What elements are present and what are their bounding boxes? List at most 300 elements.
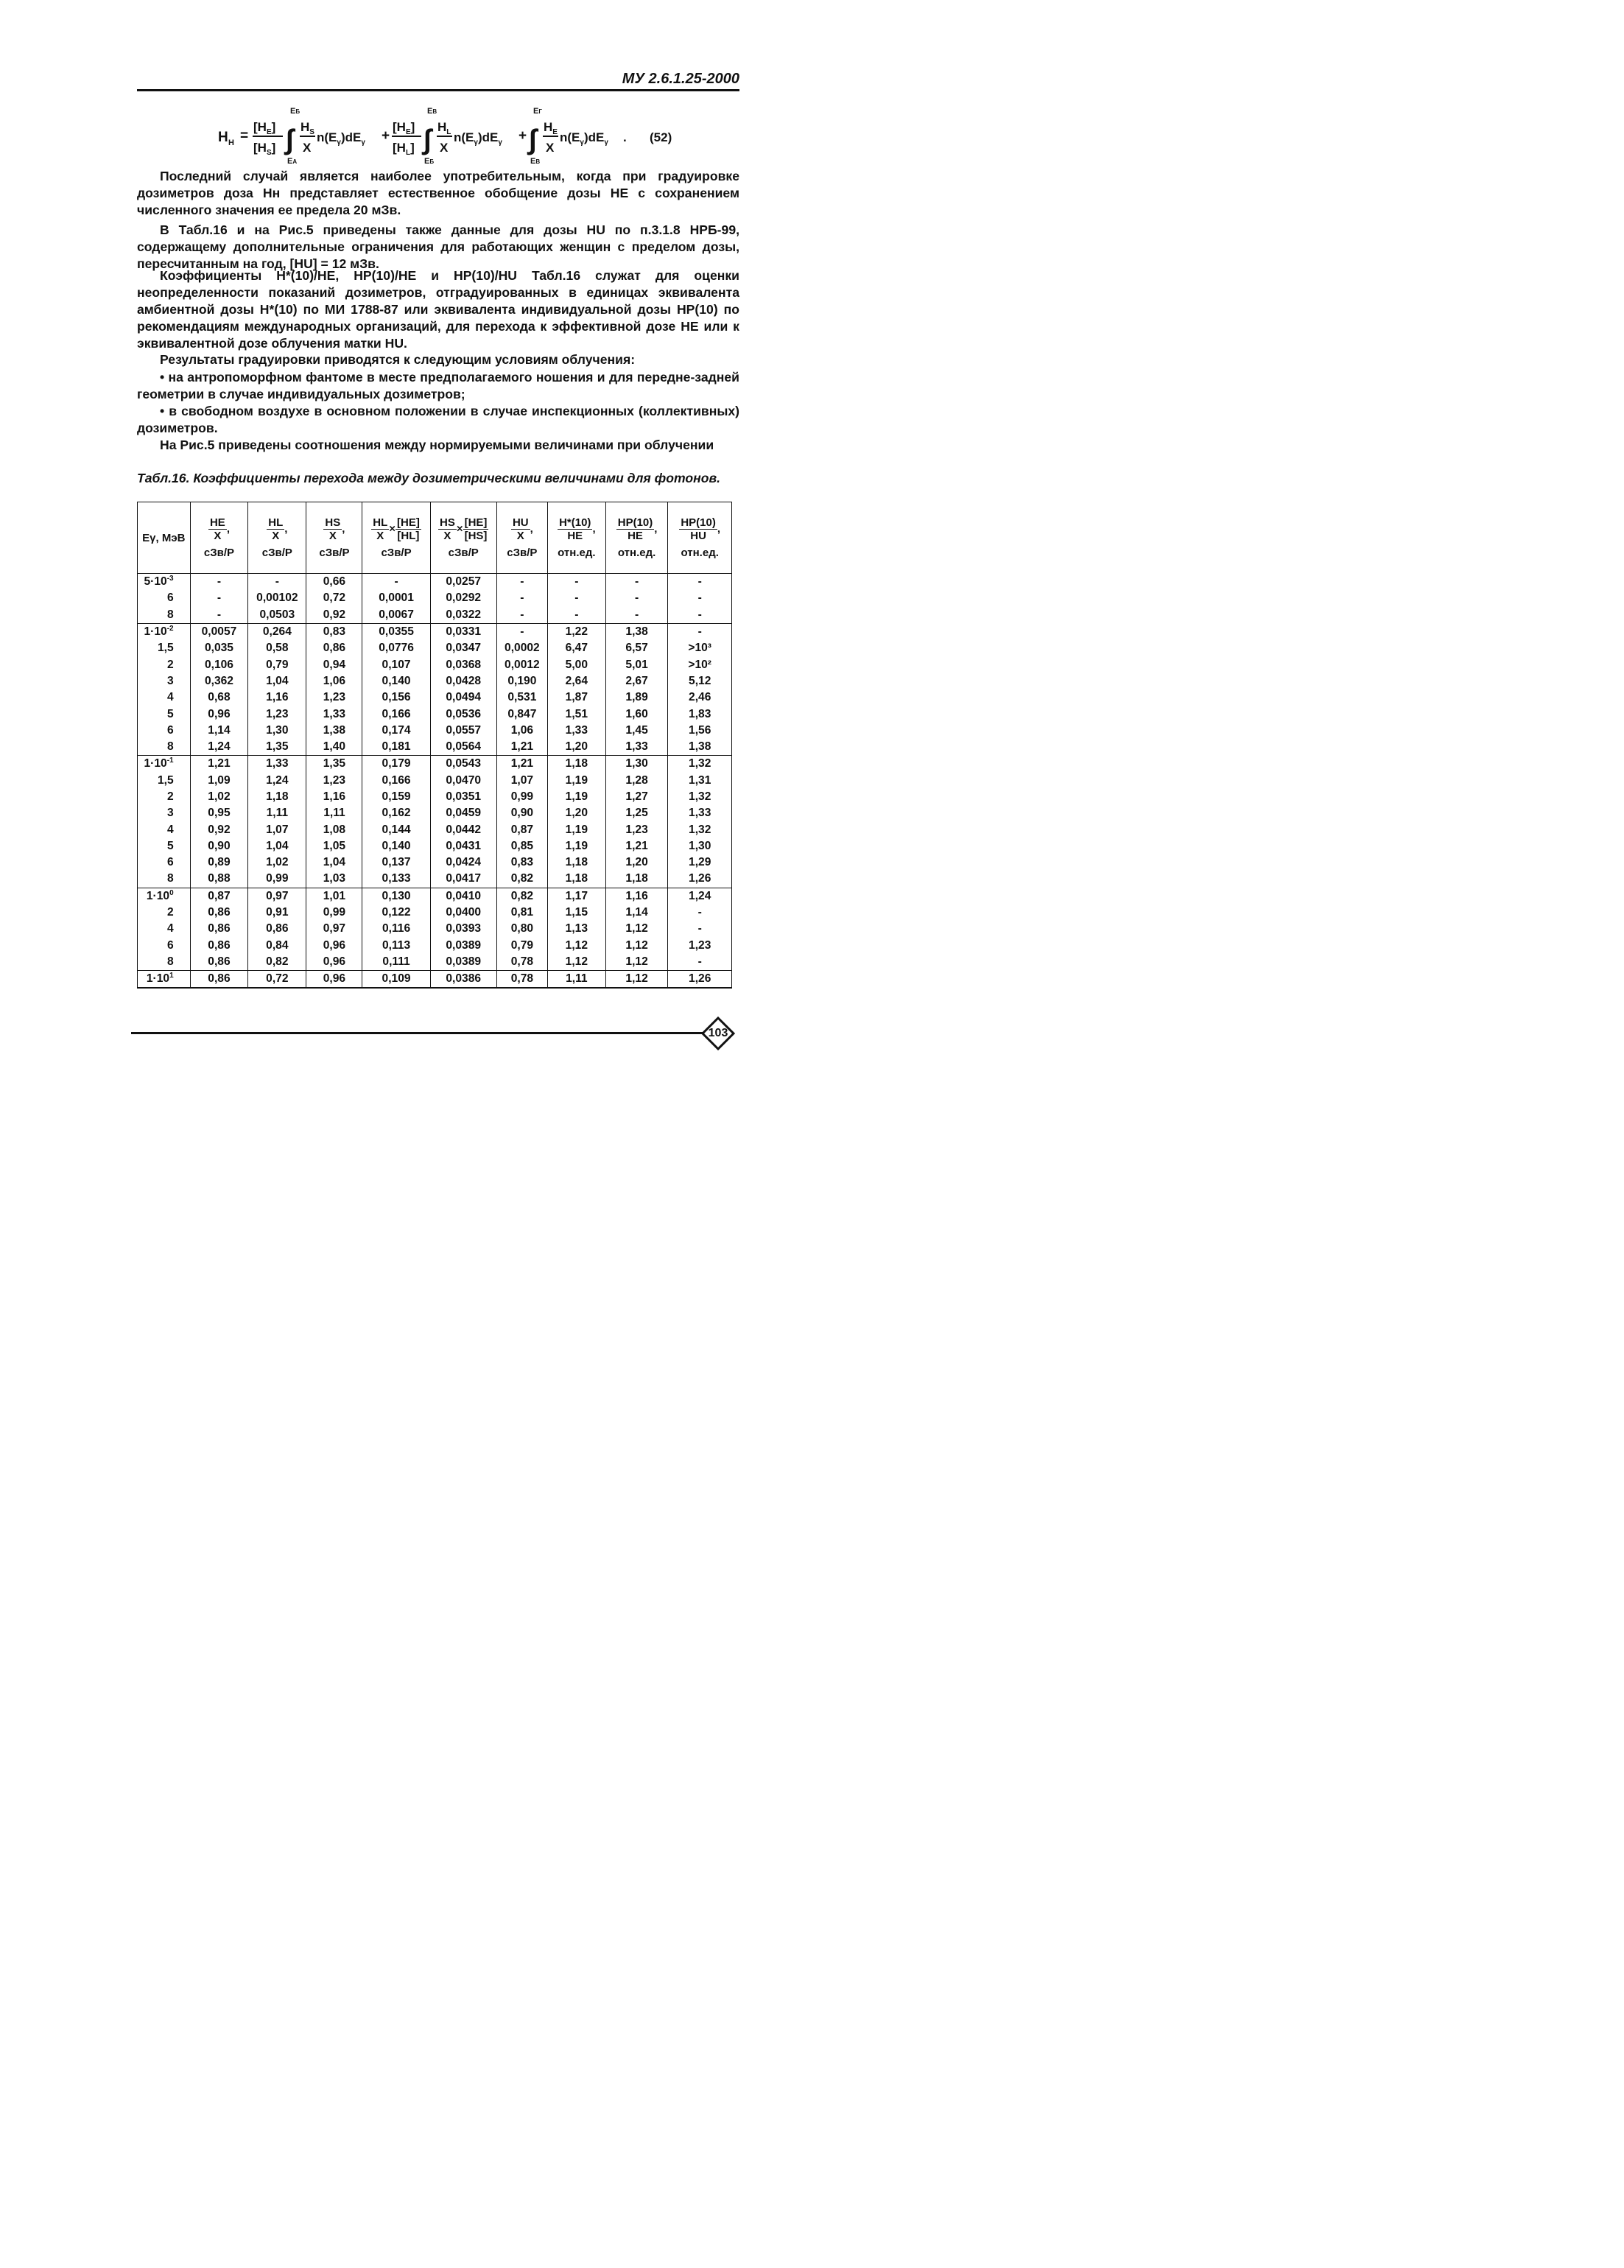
svg-text:.: . (623, 130, 627, 144)
svg-text:∫: ∫ (529, 124, 537, 155)
svg-text:EB: EB (530, 157, 541, 166)
value-cell: 1,60 (605, 706, 668, 722)
formula-number: (52) (650, 130, 672, 144)
value-cell: 1,19 (547, 838, 605, 854)
value-cell: 0,88 (190, 871, 248, 888)
value-cell: 0,159 (362, 789, 430, 805)
value-cell: 1,33 (306, 706, 362, 722)
value-cell: 0,97 (306, 921, 362, 937)
value-cell: 0,0386 (430, 971, 496, 989)
table-row (138, 607, 732, 624)
energy-cell: 2 (138, 905, 191, 921)
svg-text:[HE]: $[H_E]$ (253, 120, 276, 136)
energy-cell: 6 (138, 854, 191, 871)
paragraph-3: Коэффициенты H*(10)/HE, HP(10)/HE и HP(10)/HU Табл.16 служат для оценки неопределенности показаний дозиметров, отградуированных в единицах эквивалента амбиентной дозы H*(10) по МИ 1788-87 или эквивалента индивидуальной дозы HP(10) по рекомендациям международных организаций, для перехода к эффективной дозе HE или к эквивалентной дозе облучения матки HU. (137, 268, 739, 351)
value-cell: 1,09 (190, 773, 248, 789)
value-cell: 0,0417 (430, 871, 496, 888)
value-cell: 1,24 (190, 739, 248, 756)
t1-lo: E (287, 157, 293, 166)
value-cell: 0,0400 (430, 905, 496, 921)
value-cell: 1,12 (605, 921, 668, 937)
value-cell: 0,0257 (430, 574, 496, 591)
value-cell: 1,19 (547, 789, 605, 805)
value-cell: - (605, 574, 668, 591)
paragraph-1: Последний случай является наиболее употребительным, когда при градуировке дозиметров доза Hн представляет естественное обобщение дозы HE с сохранением численного значения ее предела 20 мЗв. (137, 169, 739, 217)
table-header-row (138, 502, 732, 574)
value-cell: 0,87 (496, 821, 547, 838)
value-cell: 1,33 (547, 723, 605, 739)
value-cell: 1,38 (306, 723, 362, 739)
svg-text:EA: EA (287, 157, 298, 166)
value-cell: 0,83 (306, 623, 362, 640)
value-cell: 0,79 (496, 938, 547, 954)
value-cell: - (668, 590, 732, 606)
value-cell: 0,86 (248, 921, 306, 937)
value-cell: 1,27 (605, 789, 668, 805)
svg-text:[HE]: $[H_E]$ (393, 120, 415, 136)
value-cell: 0,264 (248, 623, 306, 640)
svg-text:n(Eγ)dEγ: $n(E_\gamma)dE_\gamma$ (454, 130, 502, 147)
value-cell: 0,130 (362, 888, 430, 905)
energy-cell: 5 (138, 838, 191, 854)
value-cell: - (496, 590, 547, 606)
value-cell: 1,40 (306, 739, 362, 756)
energy-cell: $1\cdot 10^1$ (138, 971, 191, 989)
value-cell: 0,90 (496, 805, 547, 821)
col-header-hp-he: $\frac{HP(10)}{HE}$ , отн.ед. (605, 502, 668, 574)
value-cell: - (605, 607, 668, 624)
value-cell: 1,21 (605, 838, 668, 854)
value-cell: 1,87 (547, 689, 605, 706)
col-header-energy: Eγ, МэВ (138, 502, 191, 574)
value-cell: 0,0410 (430, 888, 496, 905)
energy-cell: $1\cdot 10^0$ (138, 888, 191, 905)
value-cell: 0,83 (496, 854, 547, 871)
document-code: МУ 2.6.1.25-2000 (622, 71, 739, 87)
value-cell: 1,30 (605, 756, 668, 773)
value-cell: 1,89 (605, 689, 668, 706)
energy-cell: 2 (138, 789, 191, 805)
svg-text:HE: $H_E$ (544, 120, 558, 136)
value-cell: 1,19 (547, 773, 605, 789)
value-cell: 0,0393 (430, 921, 496, 937)
value-cell: 1,83 (668, 706, 732, 722)
value-cell: 2,67 (605, 673, 668, 689)
value-cell: 1,13 (547, 921, 605, 937)
table-row (138, 789, 732, 805)
value-cell: 1,01 (306, 888, 362, 905)
value-cell: 1,12 (605, 954, 668, 971)
energy-cell: 4 (138, 821, 191, 838)
value-cell: 1,18 (547, 871, 605, 888)
value-cell: 1,28 (605, 773, 668, 789)
value-cell: 1,20 (547, 739, 605, 756)
value-cell: 1,38 (605, 623, 668, 640)
svg-text:EБ: EБ (290, 107, 300, 116)
value-cell: 0,106 (190, 656, 248, 673)
formula-lhs-sub: H (228, 138, 234, 147)
value-cell: 1,33 (248, 756, 306, 773)
col-header-hs-normalized: $\frac{HS}{X}$ × $\frac{[HE]}{[HS]}$ сЗв/Р (430, 502, 496, 574)
table-row (138, 971, 732, 989)
value-cell: 0,79 (248, 656, 306, 673)
value-cell: 0,82 (496, 871, 547, 888)
value-cell: 5,00 (547, 656, 605, 673)
value-cell: 0,0012 (496, 656, 547, 673)
energy-cell: 4 (138, 921, 191, 937)
col-header-hp-hu: $\frac{HP(10)}{HU}$ , отн.ед. (668, 502, 732, 574)
value-cell: 0,140 (362, 838, 430, 854)
value-cell: 1,23 (605, 821, 668, 838)
value-cell: 0,86 (190, 921, 248, 937)
value-cell: 0,0368 (430, 656, 496, 673)
table-row (138, 805, 732, 821)
table-row (138, 871, 732, 888)
value-cell: 0,0470 (430, 773, 496, 789)
table-row (138, 640, 732, 656)
value-cell: 0,96 (190, 706, 248, 722)
value-cell: 1,20 (547, 805, 605, 821)
value-cell: - (190, 574, 248, 591)
value-cell: 0,86 (190, 905, 248, 921)
table-row (138, 590, 732, 606)
table-row (138, 574, 732, 591)
value-cell: 0,847 (496, 706, 547, 722)
value-cell: 0,0776 (362, 640, 430, 656)
svg-text:HS: $H_S$ (300, 120, 314, 136)
table-caption: Табл.16. Коэффициенты перехода между дозиметрическими величинами для фотонов. (137, 471, 721, 485)
formula-52 (214, 103, 744, 166)
value-cell: 0,0322 (430, 607, 496, 624)
value-cell: 0,174 (362, 723, 430, 739)
value-cell: - (668, 905, 732, 921)
value-cell: 1,04 (306, 854, 362, 871)
value-cell: 0,0001 (362, 590, 430, 606)
svg-text:X: X (546, 141, 555, 155)
value-cell: 1,31 (668, 773, 732, 789)
table-row (138, 905, 732, 921)
energy-cell: 6 (138, 938, 191, 954)
value-cell: 0,86 (190, 954, 248, 971)
energy-cell: 8 (138, 954, 191, 971)
svg-text:n(Eγ)dEγ: $n(E_\gamma)dE_\gamma$ (560, 130, 608, 147)
value-cell: 0,82 (496, 888, 547, 905)
value-cell: - (496, 574, 547, 591)
footer-rule (131, 1032, 704, 1034)
value-cell: 0,156 (362, 689, 430, 706)
value-cell: 0,0431 (430, 838, 496, 854)
value-cell: 5,01 (605, 656, 668, 673)
value-cell: 1,06 (306, 673, 362, 689)
table-row (138, 773, 732, 789)
page-number: 103 (708, 1027, 728, 1039)
table-row (138, 921, 732, 937)
value-cell: 1,02 (190, 789, 248, 805)
energy-cell: 4 (138, 689, 191, 706)
value-cell: 1,38 (668, 739, 732, 756)
value-cell: 1,32 (668, 789, 732, 805)
value-cell: 0,113 (362, 938, 430, 954)
value-cell: 0,362 (190, 673, 248, 689)
value-cell: 0,86 (190, 938, 248, 954)
value-cell: - (362, 574, 430, 591)
value-cell: 1,22 (547, 623, 605, 640)
value-cell: 0,0067 (362, 607, 430, 624)
value-cell: 0,0564 (430, 739, 496, 756)
table-row (138, 706, 732, 722)
value-cell: 0,97 (248, 888, 306, 905)
paragraph-4: Результаты градуировки приводятся к следующим условиям облучения: (160, 352, 636, 367)
conversion-coefficients-table (137, 502, 732, 989)
value-cell: 1,35 (248, 739, 306, 756)
paragraph-5: На Рис.5 приведены соотношения между нормируемыми величинами при облучении (160, 438, 714, 452)
value-cell: 0,144 (362, 821, 430, 838)
value-cell: 1,26 (668, 871, 732, 888)
value-cell: 1,03 (306, 871, 362, 888)
value-cell: 0,96 (306, 954, 362, 971)
value-cell: 1,11 (248, 805, 306, 821)
value-cell: 0,0355 (362, 623, 430, 640)
value-cell: - (190, 607, 248, 624)
value-cell: 0,0503 (248, 607, 306, 624)
svg-text:EГ: EГ (533, 107, 542, 116)
value-cell: 0,0428 (430, 673, 496, 689)
value-cell: 1,02 (248, 854, 306, 871)
value-cell: 1,45 (605, 723, 668, 739)
value-cell: 0,99 (306, 905, 362, 921)
value-cell: - (668, 623, 732, 640)
value-cell: 1,23 (306, 689, 362, 706)
value-cell: 0,0002 (496, 640, 547, 656)
value-cell: 1,35 (306, 756, 362, 773)
table-row (138, 821, 732, 838)
value-cell: 1,30 (668, 838, 732, 854)
col-header-hu: $\frac{HU}{X}$ , сЗв/Р (496, 502, 547, 574)
table-row (138, 838, 732, 854)
value-cell: 1,23 (306, 773, 362, 789)
value-cell: 1,18 (547, 756, 605, 773)
value-cell: 1,08 (306, 821, 362, 838)
value-cell: 1,12 (547, 938, 605, 954)
energy-cell: $1\cdot 10^{-1}$ (138, 756, 191, 773)
energy-cell: 3 (138, 673, 191, 689)
svg-text:[HS]: $[H_S]$ (253, 141, 276, 157)
value-cell: 0,0331 (430, 623, 496, 640)
value-cell: 0,86 (306, 640, 362, 656)
value-cell: 0,133 (362, 871, 430, 888)
value-cell: 0,58 (248, 640, 306, 656)
value-cell: 1,16 (248, 689, 306, 706)
value-cell: 1,11 (547, 971, 605, 989)
value-cell: 0,84 (248, 938, 306, 954)
value-cell: 1,14 (190, 723, 248, 739)
value-cell: 1,07 (248, 821, 306, 838)
table-row (138, 723, 732, 739)
table-row (138, 756, 732, 773)
value-cell: 0,91 (248, 905, 306, 921)
energy-cell: 5 (138, 706, 191, 722)
value-cell: 1,14 (605, 905, 668, 921)
value-cell: 1,32 (668, 756, 732, 773)
svg-text:EB: EB (427, 107, 437, 116)
value-cell: 0,531 (496, 689, 547, 706)
value-cell: 1,19 (547, 821, 605, 838)
value-cell: 0,0347 (430, 640, 496, 656)
header-rule (137, 89, 739, 91)
value-cell: 0,162 (362, 805, 430, 821)
col-header-he: $\frac{HE}{X}$ , сЗв/Р (190, 502, 248, 574)
t1-num-sub: E (266, 128, 272, 136)
value-cell: 0,86 (190, 971, 248, 989)
value-cell: 0,140 (362, 673, 430, 689)
value-cell: - (668, 954, 732, 971)
value-cell: 1,26 (668, 971, 732, 989)
paragraph-2: В Табл.16 и на Рис.5 приведены также данные для дозы HU по п.3.1.8 НРБ-99, содержащему дополнительные ограничения для работающих женщин с пределом дозы, пересчитанным на год, [HU] = 12 мЗв. (137, 222, 739, 271)
bullet-2: • в свободном воздухе в основном положении в случае инспекционных (коллективных) дозиметров. (137, 404, 739, 435)
t1-den-sub: S (266, 149, 272, 157)
value-cell: 0,80 (496, 921, 547, 937)
formula-eq: = (240, 128, 249, 144)
svg-text:∫: ∫ (286, 124, 294, 155)
value-cell: 1,24 (668, 888, 732, 905)
energy-cell: $5\cdot 10^{-3}$ (138, 574, 191, 591)
value-cell: 1,20 (605, 854, 668, 871)
table-row (138, 673, 732, 689)
value-cell: 2,64 (547, 673, 605, 689)
value-cell: 0,0389 (430, 954, 496, 971)
energy-cell: 6 (138, 590, 191, 606)
svg-text:EБ: EБ (424, 157, 435, 166)
value-cell: 0,90 (190, 838, 248, 854)
table-row (138, 854, 732, 871)
value-cell: 0,0557 (430, 723, 496, 739)
value-cell: - (547, 574, 605, 591)
value-cell: 0,0424 (430, 854, 496, 871)
value-cell: 0,0494 (430, 689, 496, 706)
value-cell: 0,78 (496, 971, 547, 989)
value-cell: 0,78 (496, 954, 547, 971)
col-header-hs: $\frac{HS}{X}$ , сЗв/Р (306, 502, 362, 574)
col-header-hl: $\frac{HL}{X}$ , сЗв/Р (248, 502, 306, 574)
value-cell: 0,68 (190, 689, 248, 706)
value-cell: - (496, 623, 547, 640)
value-cell: 0,89 (190, 854, 248, 871)
value-cell: 1,30 (248, 723, 306, 739)
value-cell: - (605, 590, 668, 606)
bullet-1: • на антропоморфном фантоме в месте предполагаемого ношения и для передне-задней геометрии в случае индивидуальных дозиметров; (137, 370, 739, 401)
table-row (138, 656, 732, 673)
value-cell: 0,0292 (430, 590, 496, 606)
value-cell: 1,12 (605, 938, 668, 954)
value-cell: 1,33 (605, 739, 668, 756)
value-cell: 0,96 (306, 938, 362, 954)
value-cell: 1,24 (248, 773, 306, 789)
value-cell: 0,0543 (430, 756, 496, 773)
value-cell: 0,92 (306, 607, 362, 624)
value-cell: 0,137 (362, 854, 430, 871)
t1-up: E (290, 107, 296, 116)
value-cell: 1,25 (605, 805, 668, 821)
energy-cell: 8 (138, 607, 191, 624)
value-cell: 1,21 (496, 739, 547, 756)
energy-cell: 1,5 (138, 640, 191, 656)
value-cell: 0,95 (190, 805, 248, 821)
value-cell: 0,122 (362, 905, 430, 921)
value-cell: 1,21 (496, 756, 547, 773)
value-cell: 2,46 (668, 689, 732, 706)
value-cell: 1,12 (605, 971, 668, 989)
energy-cell: 6 (138, 723, 191, 739)
energy-cell: 3 (138, 805, 191, 821)
value-cell: 0,81 (496, 905, 547, 921)
table-row (138, 888, 732, 905)
value-cell: 1,04 (248, 673, 306, 689)
energy-cell: 2 (138, 656, 191, 673)
formula-lhs: H (218, 130, 228, 145)
value-cell: 1,32 (668, 821, 732, 838)
value-cell: 0,035 (190, 640, 248, 656)
value-cell: 0,99 (248, 871, 306, 888)
value-cell: - (248, 574, 306, 591)
value-cell: - (668, 574, 732, 591)
value-cell: 1,29 (668, 854, 732, 871)
value-cell: - (668, 607, 732, 624)
t1-den: [H (253, 141, 267, 155)
energy-cell: $1\cdot 10^{-2}$ (138, 623, 191, 640)
svg-text:[HL]: $[H_L]$ (393, 141, 415, 157)
svg-text:X: X (303, 141, 312, 155)
value-cell: 1,16 (605, 888, 668, 905)
value-cell: - (496, 607, 547, 624)
value-cell: 0,99 (496, 789, 547, 805)
value-cell: 1,06 (496, 723, 547, 739)
value-cell: - (547, 590, 605, 606)
energy-cell: 1,5 (138, 773, 191, 789)
energy-cell: 8 (138, 871, 191, 888)
value-cell: 5,12 (668, 673, 732, 689)
value-cell: 6,57 (605, 640, 668, 656)
value-cell: 1,17 (547, 888, 605, 905)
energy-cell: 8 (138, 739, 191, 756)
value-cell: 0,107 (362, 656, 430, 673)
value-cell: - (668, 921, 732, 937)
svg-text:∫: ∫ (423, 124, 432, 155)
svg-text:+: + (519, 128, 527, 144)
value-cell: 6,47 (547, 640, 605, 656)
svg-text:HL: $H_L$ (437, 120, 451, 136)
value-cell: - (190, 590, 248, 606)
value-cell: 0,82 (248, 954, 306, 971)
value-cell: 1,12 (547, 954, 605, 971)
value-cell: 1,15 (547, 905, 605, 921)
value-cell: 1,23 (248, 706, 306, 722)
value-cell: 1,33 (668, 805, 732, 821)
table-row (138, 623, 732, 640)
value-cell: 1,51 (547, 706, 605, 722)
value-cell: 0,111 (362, 954, 430, 971)
value-cell: 1,23 (668, 938, 732, 954)
value-cell: 0,0389 (430, 938, 496, 954)
value-cell: 0,94 (306, 656, 362, 673)
value-cell: 1,18 (248, 789, 306, 805)
document-page (0, 0, 834, 1179)
value-cell: 0,116 (362, 921, 430, 937)
value-cell: 0,179 (362, 756, 430, 773)
t1-num: [H (253, 120, 267, 134)
value-cell: 1,07 (496, 773, 547, 789)
value-cell: 0,0536 (430, 706, 496, 722)
col-header-hl-normalized: $\frac{HL}{X}$ × $\frac{[HE]}{[HL]}$ сЗв/Р (362, 502, 430, 574)
